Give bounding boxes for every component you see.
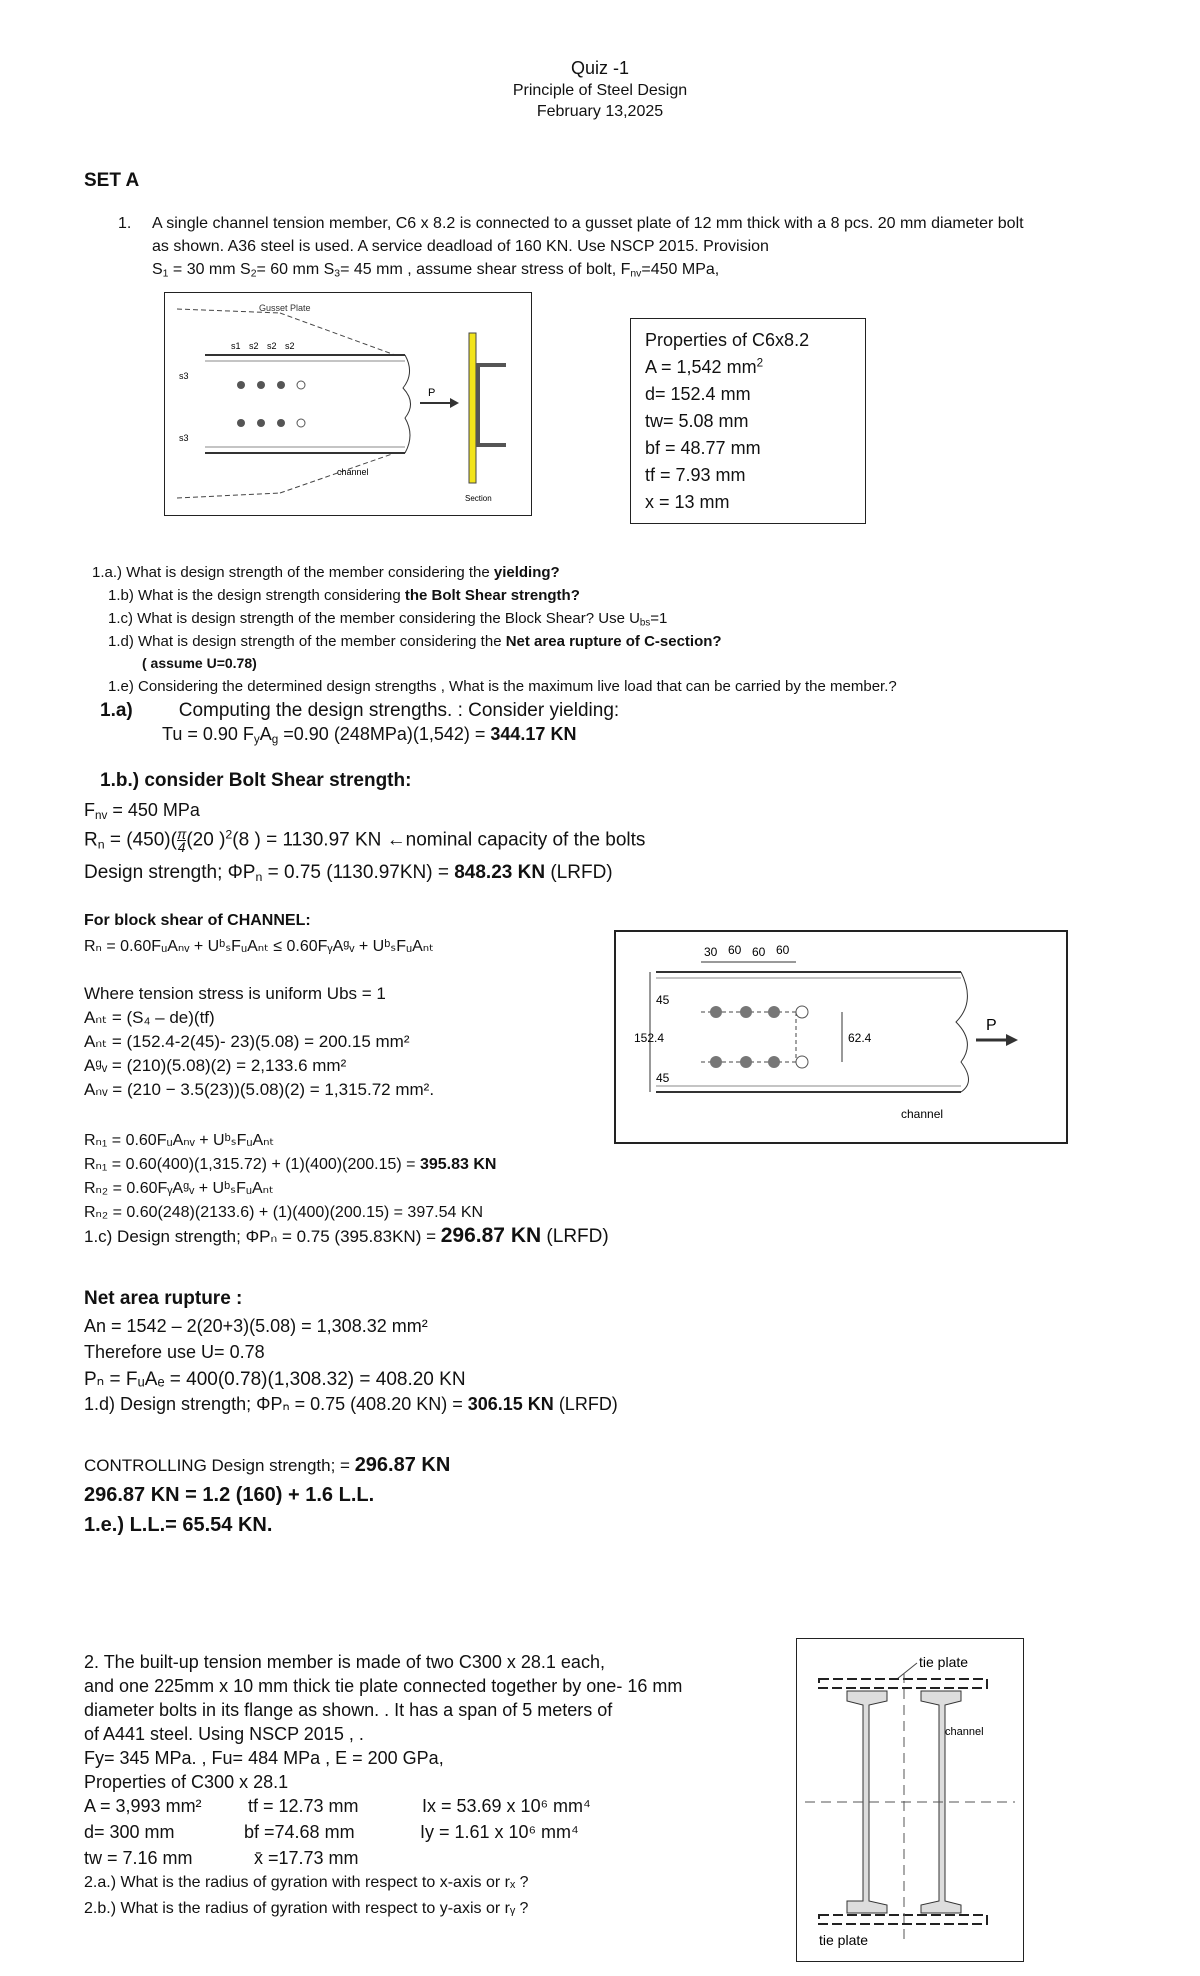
question-2b: 2.b.) What is the radius of gyration with respect to y-axis or rᵧ ? [84,1900,529,1917]
prop2-tf: tf = 12.73 mm [248,1796,359,1816]
question-1a: 1.a.) What is design strength of the member considering the yielding? [92,564,560,581]
answer-1c-design: 1.c) Design strength; ΦPₙ = 0.75 (395.83KN) = 296.87 KN (LRFD) [84,1224,609,1247]
course-title: Principle of Steel Design [512,82,688,99]
problem2-line5: Fy= 345 MPa. , Fu= 484 MPa , E = 200 GPa, [84,1748,444,1768]
answer-1b-design: Design strength; $\Phi P_n = 0.75$ (1130.97KN) = 848.23 KN (LRFD) [84,862,613,885]
dim-45-bottom: 45 [656,1071,670,1085]
question-1d-assume: ( assume U=0.78) [142,655,257,671]
question-2a: 2.a.) What is the radius of gyration with respect to x-axis or rₓ ? [84,1874,529,1891]
gusset-channel-diagram [165,293,531,515]
prop2-tw: tw = 7.16 mm [84,1848,193,1868]
block-shear-heading: For block shear of CHANNEL: [84,912,311,929]
question-1e: 1.e) Considering the determined design strengths , What is the maximum live load that can be carried by the member.? [108,678,897,695]
s2-label-b: s2 [267,341,277,351]
channel-label-2: channel [901,1107,944,1121]
problem1-line2: as shown. A36 steel is used. A service deadload of 160 KN. Use NSCP 2015. Provision [152,238,769,255]
properties-box [630,318,866,524]
answer-1a-equation: Tu = 0.90 $F_yA_g =0.90$ (248MPa)(1,542) = 344.17 KN [162,724,577,746]
dim-62-4: 62.4 [848,1031,872,1045]
prop2-xbar: x̄ =17.73 mm [254,1848,359,1868]
s3-label-bottom: s3 [179,433,189,443]
problem2-line2: and one 225mm x 10 mm thick tie plate connected together by one- 16 mm [84,1676,683,1696]
block-shear-ant-def: Aₙₜ = (S₄ – de)(tf) [84,1008,215,1027]
problem2-line1: 2. The built-up tension member is made of two C300 x 28.1 each, [84,1652,605,1672]
s2-label-a: s2 [249,341,259,351]
properties-title: Properties of C6x8.2 [645,330,810,350]
controlling-strength: CONTROLLING Design strength; = 296.87 KN [84,1454,451,1476]
connection-figure [164,292,532,516]
controlling-equation: 296.87 KN = 1.2 (160) + 1.6 L.L. [84,1484,375,1506]
answer-1d-design: 1.d) Design strength; ΦPₙ = 0.75 (408.20 KN) = 306.15 KN (LRFD) [84,1394,618,1414]
answer-1b-heading: 1.b.) consider Bolt Shear strength: [100,770,412,791]
dim-60-a: 60 [728,943,742,957]
net-area-pn: Pₙ = FᵤAₑ = 400(0.78)(1,308.32) = 408.20 KN [84,1369,466,1390]
block-shear-ant: Aₙₜ = (152.4-2(45)- 23)(5.08) = 200.15 mm² [84,1032,410,1051]
prop2-iy: Iy = 1.61 x 10⁶ mm⁴ [420,1822,579,1842]
section-label: Section [465,494,492,503]
built-up-section-figure [796,1638,1024,1962]
answer-1b-rn: $R_n = (450)$( $\frac{\pi}{4}$ (20 )$^2$(8 ) = 1130.97 KN ←nominal capacity of the bolts [84,826,646,855]
question-1c: 1.c) What is design strength of the member considering the Block Shear? Use $U_{bs}=1$ [108,610,668,629]
p-load-label: P [428,387,436,399]
prop-x: x = 13 mm [645,492,730,512]
dim-60-b: 60 [752,945,766,959]
prop-bf: bf = 48.77 mm [645,438,761,458]
block-shear-agv: Aᵍᵥ = (210)(5.08)(2) = 2,133.6 mm² [84,1056,347,1075]
prop2-depth: d= 300 mm [84,1822,175,1842]
question-1d: 1.d) What is design strength of the member considering the Net area rupture of C-section? [108,633,722,650]
block-shear-figure [614,930,1068,1144]
prop2-area: A = 3,993 mm² [84,1796,202,1816]
problem1-line1: A single channel tension member, C6 x 8.2 is connected to a gusset plate of 12 mm thick with a 8 pcs. 20 mm diameter bolt [152,215,1024,232]
answer-1e-result: 1.e.) L.L.= 65.54 KN. [84,1514,273,1536]
net-area-u: Therefore use U= 0.78 [84,1342,265,1362]
gusset-plate-label: Gusset Plate [259,303,311,313]
dim-30: 30 [704,945,718,959]
s2-label-c: s2 [285,341,295,351]
block-shear-anv: Aₙᵥ = (210 − 3.5(23))(5.08)(2) = 1,315.72 mm². [84,1080,435,1099]
problem1-line3: $S_1 = 30$ mm $S_2= 60$ mm $S_3= 45$ mm , assume shear stress of bolt, $F_{nv}=450$ MPa, [152,261,720,280]
dim-45-top: 45 [656,993,670,1007]
prop-tw: tw= 5.08 mm [645,411,749,431]
block-shear-where: Where tension stress is uniform Ubs = 1 [84,984,386,1003]
question-1b: 1.b) What is the design strength considering the Bolt Shear strength? [108,587,580,604]
net-area-an: An = 1542 – 2(20+3)(5.08) = 1,308.32 mm² [84,1316,428,1336]
p-load-label-2: P [986,1017,997,1034]
block-shear-formula: Rₙ = 0.60FᵤAₙᵥ + UᵇₛFᵤAₙₜ ≤ 0.60FᵧAᵍᵥ + UᵇₛFᵤAₙₜ [84,938,434,955]
problem2-line3: diameter bolts in its flange as shown. . It has a span of 5 meters of [84,1700,613,1720]
channel-label-3: channel [945,1726,984,1738]
prop-depth: d= 152.4 mm [645,384,751,404]
rn1-definition: Rₙ₁ = 0.60FᵤAₙᵥ + UᵇₛFᵤAₙₜ [84,1132,275,1149]
rn1-calculation: Rₙ₁ = 0.60(400)(1,315.72) + (1)(400)(200.15) = 395.83 KN [84,1156,497,1173]
s3-label-top: s3 [179,371,189,381]
problem2-line6: Properties of C300 x 28.1 [84,1772,289,1792]
s1-label: s1 [231,341,241,351]
answer-1b-fnv: $F_{nv} = 450$ MPa [84,800,200,822]
prop2-bf: bf =74.68 mm [244,1822,355,1842]
problem1-number: 1. [118,215,132,232]
block-shear-diagram [616,932,1066,1142]
net-area-heading: Net area rupture : [84,1288,243,1309]
quiz-title: Quiz -1 [570,58,630,78]
channel-label: channel [337,467,369,477]
quiz-date: February 13,2025 [536,103,664,120]
tie-plate-bottom-label: tie plate [819,1932,869,1948]
prop-tf: tf = 7.93 mm [645,465,746,485]
dim-60-c: 60 [776,943,790,957]
built-up-section-diagram [797,1639,1023,1961]
tie-plate-top-label: tie plate [919,1654,969,1670]
dim-152-4: 152.4 [634,1031,665,1045]
prop2-ix: Ix = 53.69 x 10⁶ mm⁴ [422,1796,591,1816]
problem2-line4: of A441 steel. Using NSCP 2015 , . [84,1724,364,1744]
answer-1a-heading: 1.a) Computing the design strengths. : Consider yielding: [100,700,620,721]
set-label: SET A [84,170,140,191]
rn2-definition: Rₙ₂ = 0.60FᵧAᵍᵥ + UᵇₛFᵤAₙₜ [84,1180,274,1197]
prop-area: A = 1,542 $mm^2$ [645,356,764,377]
rn2-calculation: Rₙ₂ = 0.60(248)(2133.6) + (1)(400)(200.15) = 397.54 KN [84,1204,484,1221]
